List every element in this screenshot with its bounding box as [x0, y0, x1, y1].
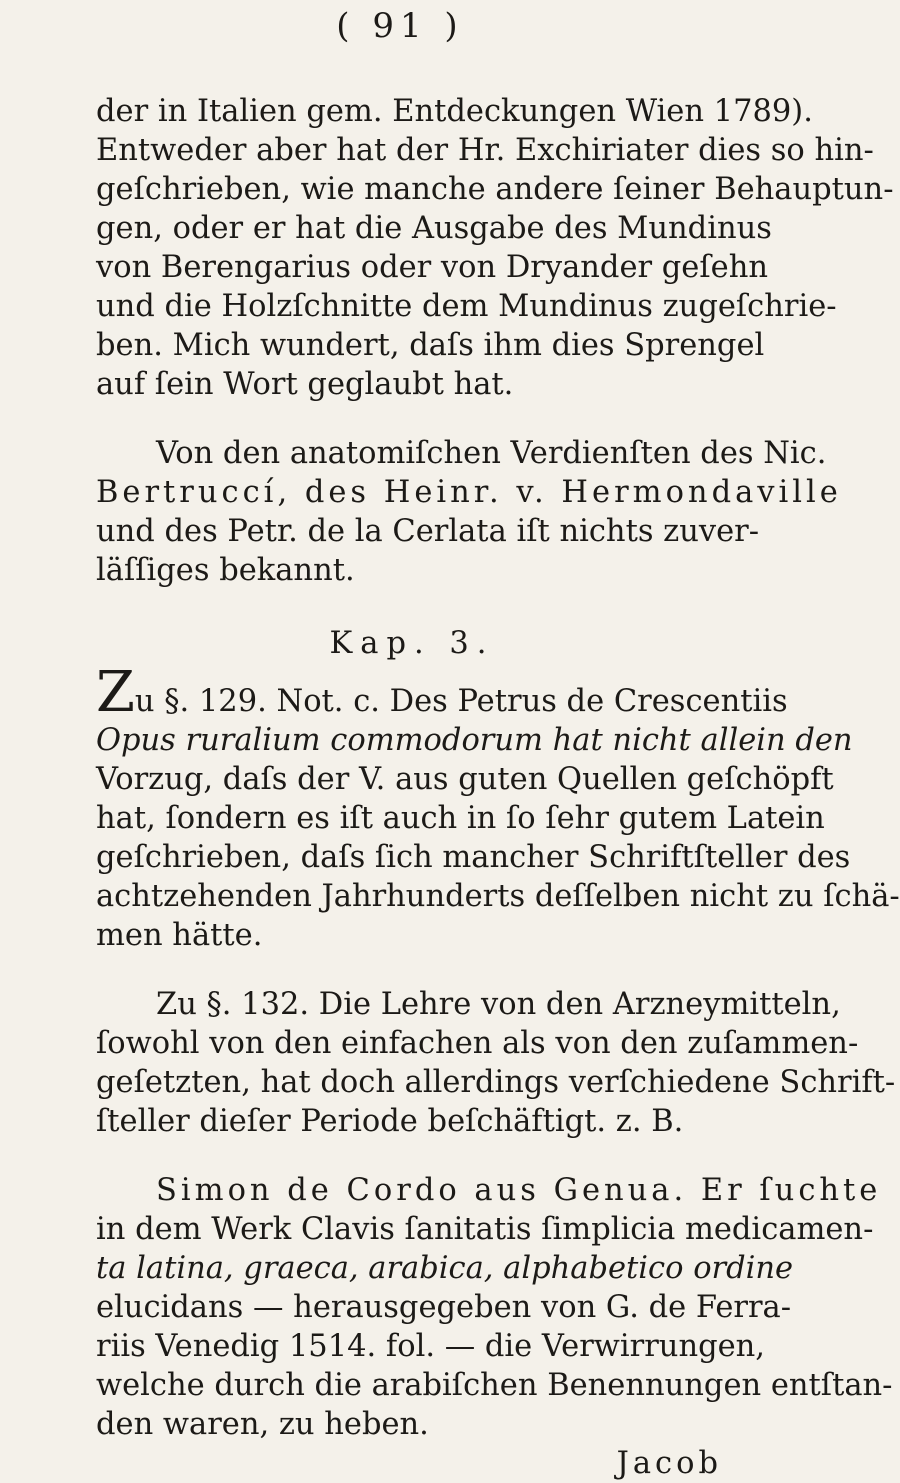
text-line-rest: u §. 129. Not. c. Des Petrus de Crescentiis: [134, 684, 788, 719]
text-line: geſetzten, hat doch allerdings verſchiedene Schrift-: [96, 1065, 896, 1100]
text-line: riis Venedig 1514. fol. — die Verwirrungen,: [96, 1329, 766, 1364]
text-line: Zu §. 132. Die Lehre von den Arzneymitteln,: [156, 987, 841, 1022]
text-line: den waren, zu heben.: [96, 1407, 429, 1442]
text-line: geſchrieben, daſs ſich mancher Schriftſteller des: [96, 840, 851, 875]
text-line: ta latina, graeca, arabica, alphabetico ordine: [96, 1251, 794, 1286]
text-line: Entweder aber hat der Hr. Exchiriater dies so hin-: [96, 133, 874, 168]
chapter-heading: Kap. 3.: [329, 626, 495, 661]
text-line: von Berengarius oder von Dryander geſehn: [96, 250, 768, 285]
text-line: Bertruccí, des Heinr. v. Hermondaville: [96, 475, 842, 510]
text-line: welche durch die arabiſchen Benennungen entſtan-: [96, 1368, 893, 1403]
text-line: Simon de Cordo aus Genua. Er ſuchte: [156, 1173, 882, 1208]
text-line: ſteller dieſer Periode beſchäftigt. z. B.: [96, 1104, 684, 1139]
text-line: ben. Mich wundert, daſs ihm dies Sprengel: [96, 328, 765, 363]
text-line: Opus ruralium commodorum hat nicht allein den: [96, 723, 853, 758]
text-line: hat, ſondern es iſt auch in ſo ſehr gutem Latein: [96, 801, 825, 836]
text-line: der in Italien gem. Entdeckungen Wien 1789).: [96, 94, 813, 129]
text-line: gen, oder er hat die Ausgabe des Mundinus: [96, 211, 772, 246]
text-line: und des Petr. de la Cerlata iſt nichts zuver-: [96, 514, 760, 549]
paragraph-gap: [96, 1141, 728, 1171]
text-line: auf ſein Wort geglaubt hat.: [96, 367, 514, 402]
text-line: achtzehenden Jahrhunderts deſſelben nicht zu ſchä-: [96, 879, 900, 914]
paragraph-gap: [96, 590, 728, 620]
page-number: ( 91 ): [336, 6, 464, 46]
text-line: geſchrieben, wie manche andere ſeiner Behauptun-: [96, 172, 894, 207]
text-line: in dem Werk Clavis ſanitatis ſimplicia medicamen-: [96, 1212, 874, 1247]
text-line: elucidans — herausgegeben von G. de Ferra-: [96, 1290, 792, 1325]
text-line: läſſiges bekannt.: [96, 553, 355, 588]
text-line: [96, 660, 788, 725]
body-text: [96, 92, 900, 1483]
paragraph-gap: [96, 404, 728, 434]
drop-cap: Z: [96, 660, 135, 725]
catchword: Jacob: [616, 1446, 722, 1481]
text-line: men hätte.: [96, 918, 263, 953]
text-line: Vorzug, daſs der V. aus guten Quellen geſchöpft: [96, 762, 834, 797]
text-line: und die Holzſchnitte dem Mundinus zugeſchrie-: [96, 289, 837, 324]
text-line: ſowohl von den einfachen als von den zuſammen-: [96, 1026, 859, 1061]
text-line: Von den anatomiſchen Verdienſten des Nic.: [156, 436, 827, 471]
paragraph-gap: [96, 955, 728, 985]
